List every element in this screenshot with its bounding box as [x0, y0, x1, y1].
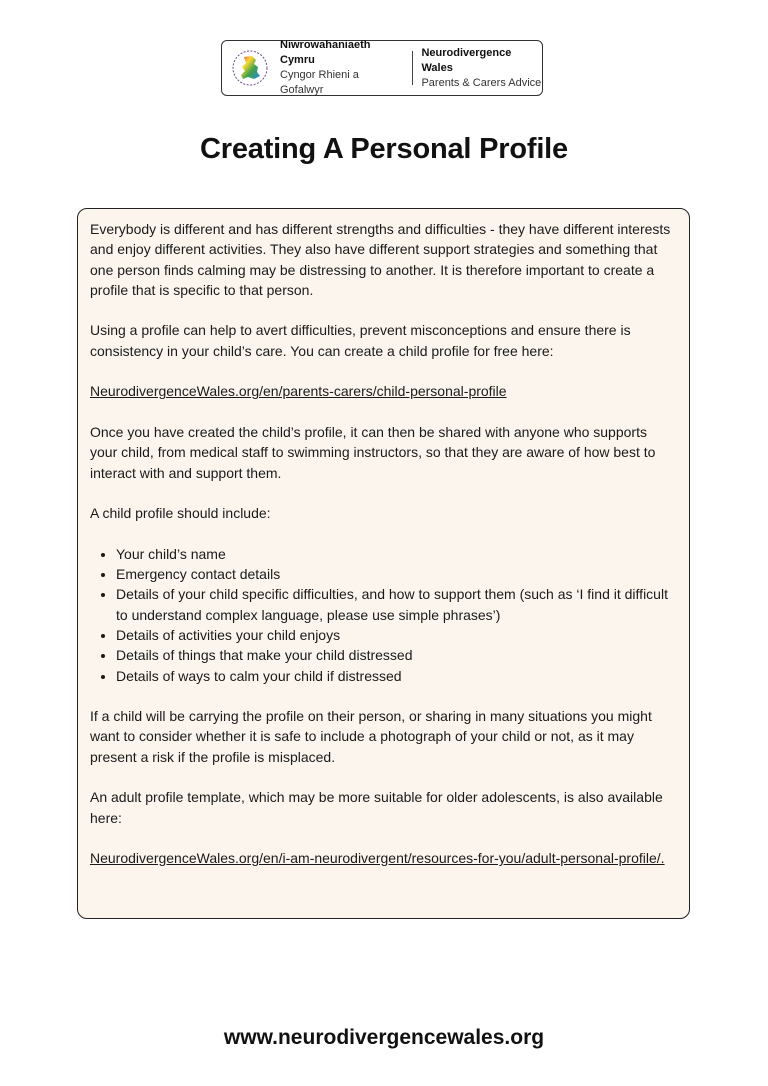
child-profile-link[interactable]: NeurodivergenceWales.org/en/parents-carers/child-personal-profile — [90, 383, 507, 400]
profile-contents-list — [90, 544, 677, 686]
english-subtitle: Parents & Carers Advice — [421, 76, 542, 89]
list-item: • Details of activities your child enjoys — [116, 625, 677, 645]
list-item: • Emergency contact details — [116, 564, 677, 584]
adult-profile-paragraph: An adult profile template, which may be more suitable for older adolescents, is also available here: — [90, 789, 663, 826]
welsh-branding — [280, 38, 404, 98]
english-branding — [421, 46, 542, 91]
child-profile-link-paragraph — [90, 381, 677, 401]
header-logo-banner — [221, 40, 543, 96]
page-title: Creating A Personal Profile — [200, 133, 568, 165]
intro-paragraph: Everybody is different and has different strengths and difficulties - they have different interests and enjoy different activities. They also have different support strategies and something that one person finds calming may be distressing to another. It is therefore important to create a profile that is specific to that person. — [90, 221, 671, 298]
logo-divider — [412, 51, 413, 85]
sharing-paragraph: Once you have created the child’s profile, it can then be shared with anyone who supports your child, from medical staff to swimming instructors, so that they are aware of how best to interact with and support them. — [90, 423, 656, 481]
footer-url: www.neurodivergencewales.org — [223, 1026, 545, 1049]
adult-profile-link-paragraph — [90, 848, 677, 868]
list-intro: A child profile should include: — [90, 505, 271, 522]
list-item: • Details of things that make your child distressed — [116, 645, 677, 665]
profile-benefits-paragraph: Using a profile can help to avert difficulties, prevent misconceptions and ensure there is consistency in your child’s care. You can create a child profile for free here: — [90, 322, 631, 359]
photo-safety-paragraph: If a child will be carrying the profile on their person, or sharing in many situations you might want to consider whether it is safe to include a photograph of your child or not, as it may present a risk if the profile is misplaced. — [90, 708, 652, 765]
welsh-title: Niwrowahaniaeth Cymru — [280, 39, 371, 66]
adult-profile-link[interactable]: NeurodivergenceWales.org/en/i-am-neurodivergent/resources-for-you/adult-personal-profile/. — [90, 850, 665, 867]
english-title: Neurodivergence Wales — [421, 46, 512, 74]
wales-map-logo-icon — [230, 48, 270, 88]
list-item: • Your child’s name — [116, 544, 677, 564]
list-item: • Details of your child specific difficulties, and how to support them (such as ‘I find it difficult to understand complex language, please use simple phrases’) — [116, 584, 677, 625]
welsh-subtitle: Cyngor Rhieni a Gofalwyr — [280, 69, 359, 96]
content-box — [77, 208, 690, 919]
list-item: • Details of ways to calm your child if distressed — [116, 666, 677, 686]
